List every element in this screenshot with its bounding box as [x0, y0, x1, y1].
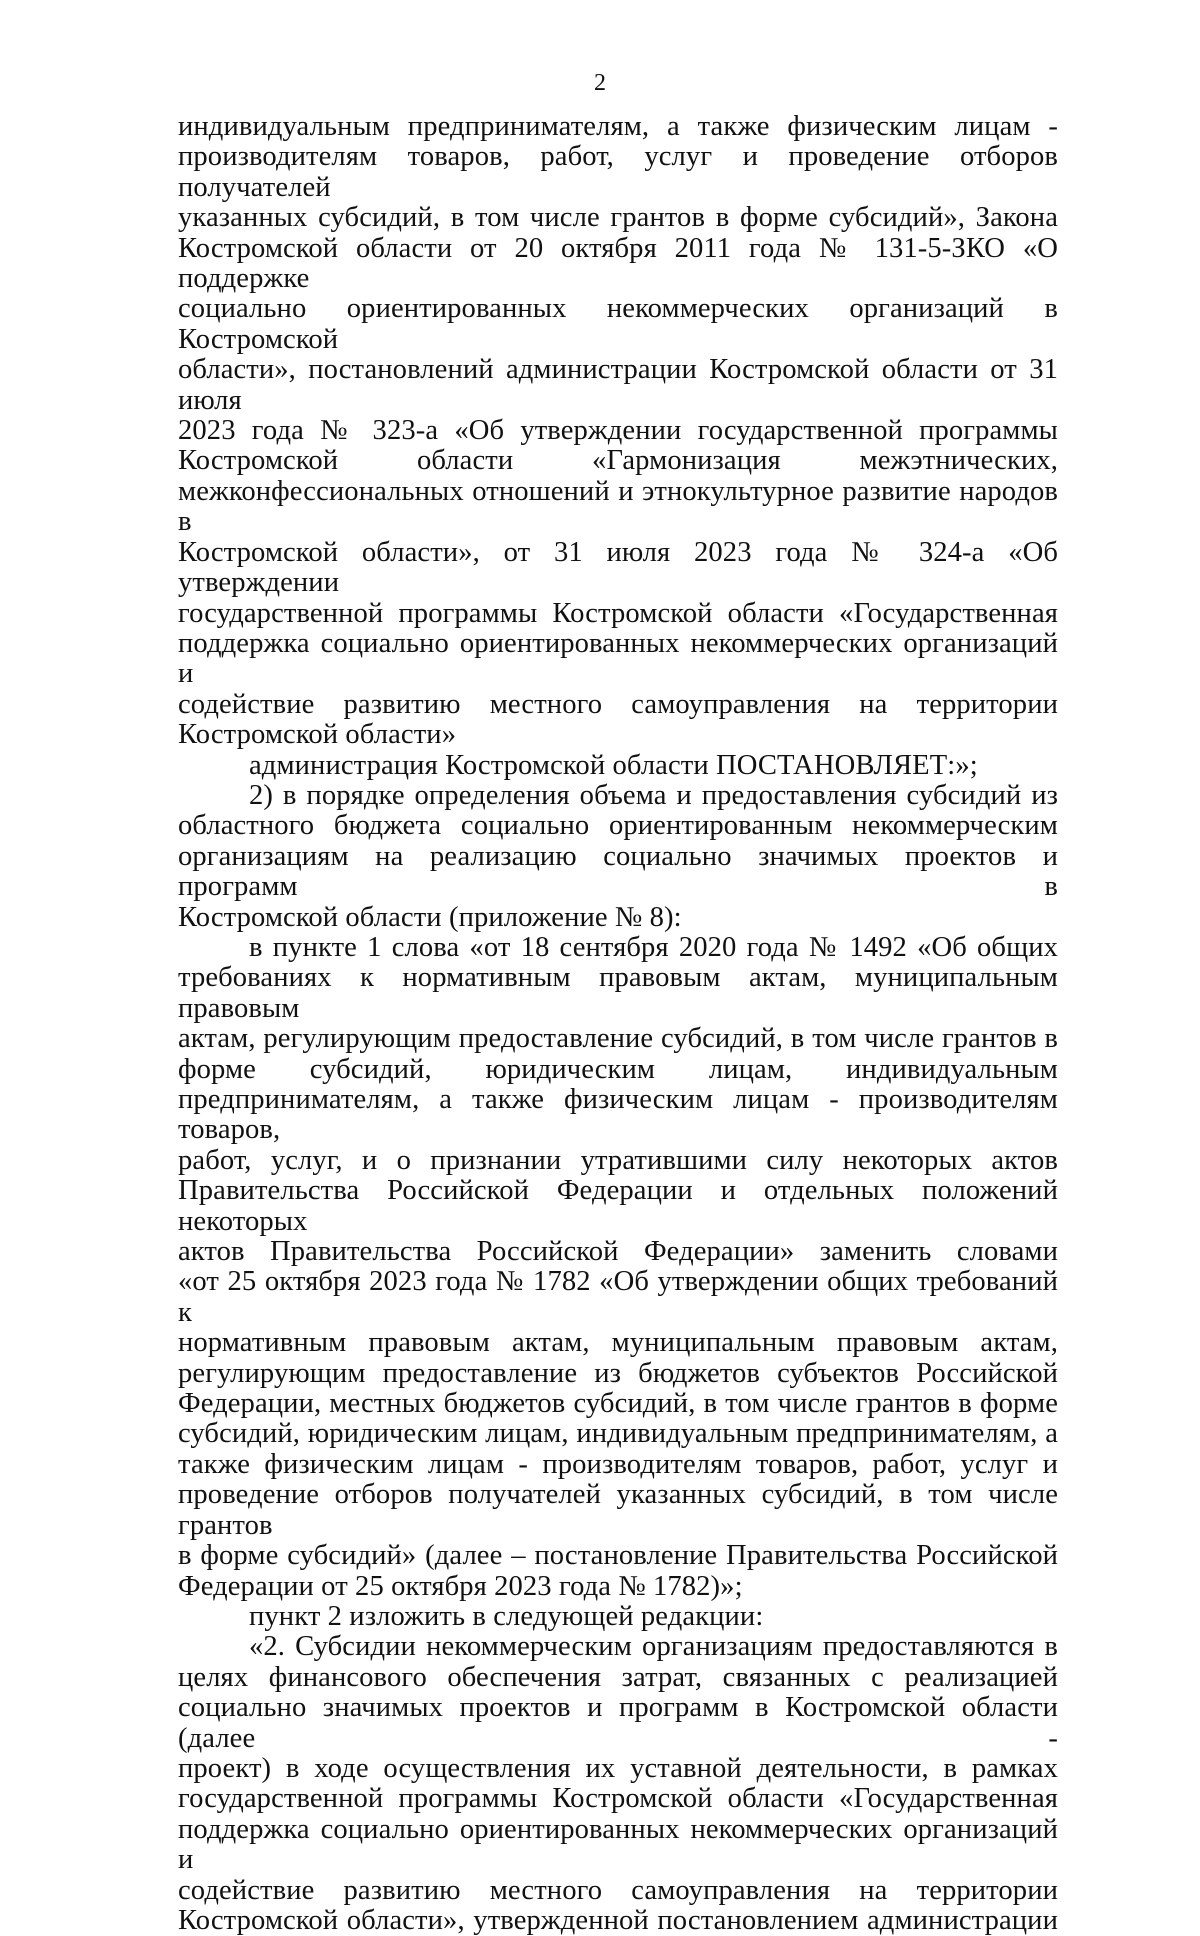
- text-line: государственной программы Костромской области «Государственная: [178, 1783, 1058, 1815]
- text-line: Правительства Российской Федерации и отдельных положений некоторых: [178, 1175, 1058, 1237]
- text-line: в форме субсидий» (далее – постановление Правительства Российской: [178, 1540, 1058, 1572]
- text-line: межконфессиональных отношений и этнокультурное развитие народов в: [178, 475, 1058, 538]
- page-number: 2: [594, 70, 606, 96]
- text-line: индивидуальным предпринимателям, а также физическим лицам -: [178, 111, 1058, 142]
- text-line: указанных субсидий, в том числе грантов в форме субсидий», Закона: [178, 202, 1058, 234]
- text-line: «от 25 октября 2023 года № 1782 «Об утверждении общих требований к: [178, 1266, 1058, 1328]
- text-line: Костромской области от 20 октября 2011 года № 131-5-ЗКО «О поддержке: [178, 232, 1058, 295]
- text-line: нормативным правовым актам, муниципальным правовым актам,: [178, 1327, 1058, 1359]
- text-line: предпринимателям, а также физическим лицам - производителям товаров,: [178, 1084, 1058, 1146]
- text-line: работ, услуг, и о признании утратившими силу некоторых актов: [178, 1144, 1058, 1176]
- text-line: организациям на реализацию социально значимых проектов и программ в: [178, 840, 1058, 903]
- text-line: содействие развитию местного самоуправления на территории: [178, 688, 1058, 720]
- text-line: требованиях к нормативным правовым актам, муниципальным правовым: [178, 962, 1058, 1024]
- text-line: Федерации от 25 октября 2023 года № 1782)»;: [178, 1570, 743, 1602]
- text-line: Костромской области», от 31 июля 2023 года № 324-а «Об утверждении: [178, 536, 1058, 599]
- text-line: 2023 года № 323-а «Об утверждении государственной программы: [178, 415, 1058, 447]
- text-line: пункт 2 изложить в следующей редакции:: [249, 1600, 764, 1632]
- text-line: в пункте 1 слова «от 18 сентября 2020 года № 1492 «Об общих: [249, 931, 1058, 963]
- text-line: Костромской области «Гармонизация межэтнических,: [178, 445, 1058, 477]
- text-line: проект) в ходе осуществления их уставной деятельности, в рамках: [178, 1752, 1058, 1784]
- text-line: Костромской области»: [178, 719, 457, 751]
- text-line: также физическим лицам - производителям товаров, работ, услуг и: [178, 1448, 1058, 1480]
- text-line: производителям товаров, работ, услуг и проведение отборов получателей: [178, 141, 1058, 203]
- text-line: Костромской области (приложение № 8):: [178, 901, 682, 933]
- document-body-text: [178, 112, 1058, 1936]
- text-line: «2. Субсидии некоммерческим организациям предоставляются в: [249, 1631, 1058, 1663]
- text-line: областного бюджета социально ориентированным некоммерческим: [178, 810, 1058, 842]
- text-line: содействие развитию местного самоуправления на территории: [178, 1874, 1058, 1906]
- text-line: целях финансового обеспечения затрат, связанных с реализацией: [178, 1661, 1058, 1693]
- text-line: Федерации, местных бюджетов субсидий, в том числе грантов в форме: [178, 1388, 1058, 1420]
- text-line: поддержка социально ориентированных некоммерческих организаций и: [178, 627, 1058, 690]
- text-line: государственной программы Костромской области «Государственная: [178, 597, 1058, 629]
- text-line: актам, регулирующим предоставление субсидий, в том числе грантов в: [178, 1023, 1058, 1055]
- text-line: форме субсидий, юридическим лицам, индивидуальным: [178, 1053, 1058, 1085]
- text-line: области», постановлений администрации Костромской области от 31 июля: [178, 354, 1058, 416]
- text-line: поддержка социально ориентированных некоммерческих организаций и: [178, 1813, 1058, 1876]
- text-line: субсидий, юридическим лицам, индивидуальным предпринимателям, а: [178, 1418, 1058, 1450]
- text-line: проведение отборов получателей указанных субсидий, в том числе грантов: [178, 1479, 1058, 1541]
- text-line: Костромской области», утвержденной постановлением администрации: [178, 1904, 1058, 1936]
- text-line: социально ориентированных некоммерческих организаций в Костромской: [178, 293, 1058, 355]
- text-line: администрация Костромской области ПОСТАНОВЛЯЕТ:»;: [249, 749, 978, 781]
- text-line: 2) в порядке определения объема и предоставления субсидий из: [249, 779, 1058, 811]
- text-line: регулирующим предоставление из бюджетов субъектов Российской: [178, 1357, 1058, 1389]
- text-line: социально значимых проектов и программ в Костромской области (далее -: [178, 1692, 1058, 1754]
- text-line: актов Правительства Российской Федерации» заменить словами: [178, 1236, 1058, 1268]
